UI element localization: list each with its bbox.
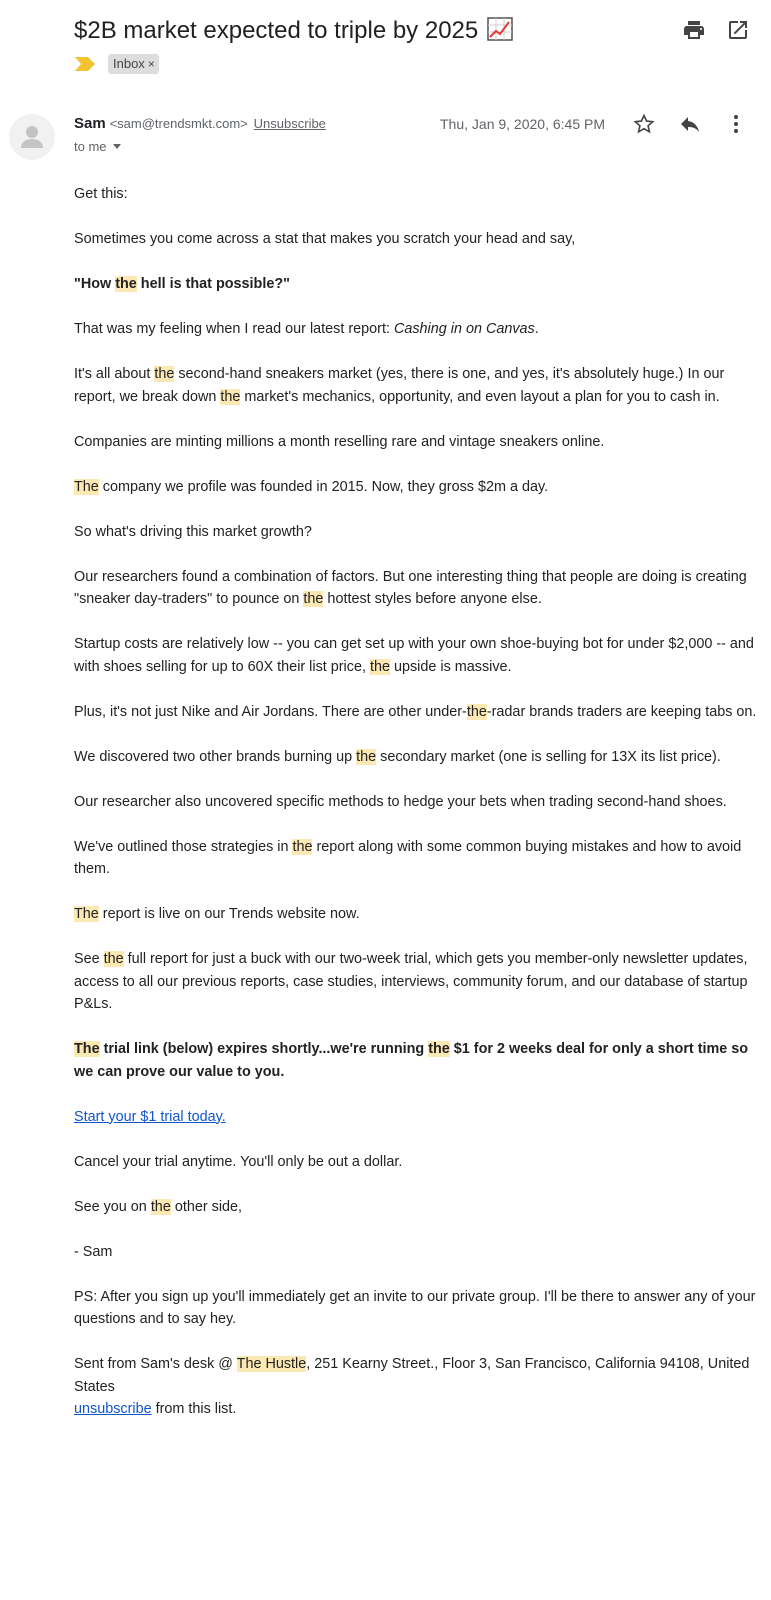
body-paragraph: Cancel your trial anytime. You'll only be out a dollar.: [74, 1153, 403, 1170]
sender-email: <sam@trendsmkt.com>: [109, 116, 248, 131]
subject-row: [74, 14, 771, 50]
body-paragraph: Startup costs are relatively low -- you can get set up with your own shoe-buying bot for under $2,000 -- and with shoes selling for up to 60X their list price, the upside is massive.: [74, 636, 754, 675]
body-paragraph: Our researchers found a combination of factors. But one interesting thing that people are doing is creating "sneaker day-traders" to pounce on the hottest styles before anyone else.: [74, 568, 747, 607]
message-actions: [632, 112, 748, 136]
body-paragraph: Plus, it's not just Nike and Air Jordans. There are other under-the-radar brands traders are keeping tabs on.: [74, 703, 757, 720]
open-in-new-window-icon[interactable]: [726, 18, 750, 42]
header-actions: [682, 18, 750, 42]
body-paragraph: That was my feeling when I read our latest report: Cashing in on Canvas.: [74, 321, 539, 337]
unsubscribe-link[interactable]: Unsubscribe: [253, 116, 326, 131]
body-paragraph: The company we profile was founded in 2015. Now, they gross $2m a day.: [74, 478, 549, 495]
body-paragraph: The trial link (below) expires shortly...we're running the $1 for 2 weeks deal for only a short time so we can prove our value to you.: [74, 1041, 749, 1080]
label-row: [74, 54, 159, 74]
body-paragraph: See you on the other side,: [74, 1198, 243, 1215]
sender-line: [74, 115, 326, 132]
body-paragraph: "How the hell is that possible?": [74, 276, 290, 292]
email-subject: $2B market expected to triple by 2025: [74, 17, 479, 44]
caret-down-icon[interactable]: [113, 144, 121, 149]
body-paragraph: Sometimes you come across a stat that makes you scratch your head and say,: [74, 231, 576, 247]
inbox-label-text: Inbox: [113, 56, 145, 71]
body-paragraph: Companies are minting millions a month reselling rare and vintage sneakers online.: [74, 433, 605, 450]
body-paragraph: It's all about the second-hand sneakers market (yes, there is one, and yes, it's absolutely huge.) In our report, we break down the market's mechanics, opportunity, and even layout a plan for you to cash in.: [74, 366, 725, 405]
to-me-label: to me: [74, 139, 107, 154]
more-vert-icon[interactable]: [724, 112, 748, 136]
footer-unsubscribe-link[interactable]: unsubscribe: [74, 1401, 152, 1417]
body-paragraph: The report is live on our Trends website now.: [74, 906, 360, 922]
body-paragraph: Get this:: [74, 186, 128, 202]
body-paragraph: Our researcher also uncovered specific methods to hedge your bets when trading second-hand shoes.: [74, 793, 727, 810]
chart-increasing-icon: [487, 17, 513, 41]
body-paragraph: [74, 1106, 758, 1129]
recipient-details-toggle[interactable]: [74, 139, 121, 154]
reply-icon[interactable]: [678, 112, 702, 136]
email-date: Thu, Jan 9, 2020, 6:45 PM: [440, 116, 605, 132]
body-paragraph: PS: After you sign up you'll immediately get an invite to our private group. I'll be there to answer any of your questions and to say hey.: [74, 1288, 756, 1327]
remove-label-icon[interactable]: ×: [147, 57, 155, 71]
footer-paragraph: Sent from Sam's desk @ The Hustle, 251 Kearny Street., Floor 3, San Francisco, California 94108, United States unsubscribe from this list.: [74, 1356, 750, 1417]
body-paragraph: - Sam: [74, 1243, 113, 1260]
default-avatar-icon[interactable]: [9, 114, 55, 160]
body-paragraph: See the full report for just a buck with our two-week trial, which gets you member-only newsletter updates, access to all our previous reports, case studies, interviews, community forum, and our database of startup P&Ls.: [74, 951, 748, 1012]
importance-marker-icon[interactable]: [74, 56, 96, 72]
body-paragraph: We discovered two other brands burning up the secondary market (one is selling for 13X its list price).: [74, 748, 721, 765]
email-body: [74, 183, 758, 1443]
print-icon[interactable]: [682, 18, 706, 42]
body-paragraph: We've outlined those strategies in the report along with some common buying mistakes and how to avoid them.: [74, 838, 742, 877]
body-paragraph: So what's driving this market growth?: [74, 523, 312, 540]
inbox-label-chip: [108, 54, 159, 74]
report-title: Cashing in on Canvas: [393, 321, 535, 337]
start-trial-link[interactable]: Start your $1 trial today.: [74, 1108, 226, 1125]
sender-name[interactable]: Sam: [74, 115, 106, 132]
star-icon[interactable]: [632, 112, 656, 136]
